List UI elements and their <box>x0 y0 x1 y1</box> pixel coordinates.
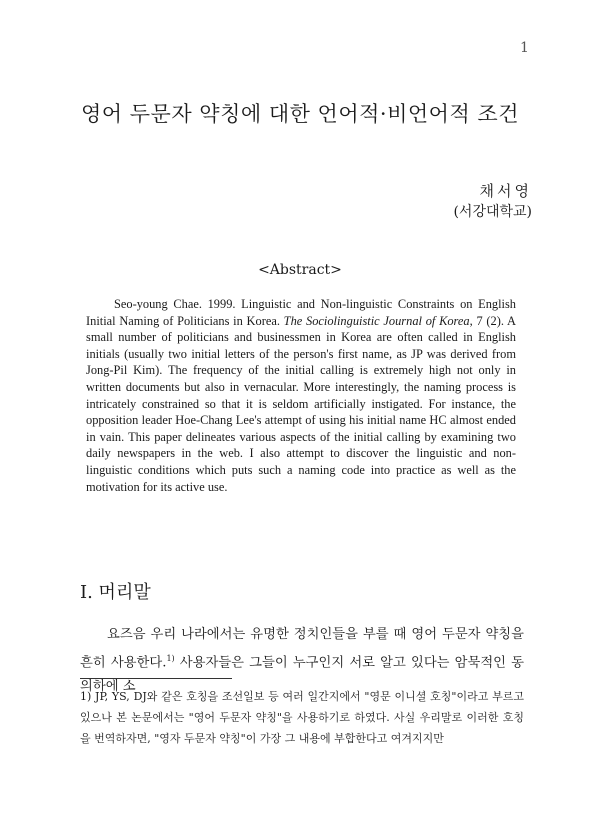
page-mark: 1 <box>520 40 529 56</box>
body-text-before-note: 요즈음 우리 나라에서는 유명한 정치인들을 부를 때 영어 두문자 약칭을 흔히 사용한다. <box>80 627 524 671</box>
author-name: 채서영 <box>479 182 532 200</box>
abstract-text: A small number of politicians and businessmen in Korea are often called in English initials (usually two initial letters of the person's first name, as JP was derived from Jong-Pil Kim). The frequency of the initial calling is extremely high not only in written documents but also in vernacular. More interestingly, the naming process is intricately constrained so that it is seldom artificially instigated. For instance, the opposition leader Hoe-Chang Lee's attempt of using his initial name HC almost ended in vain. This paper delineates various aspects of the initial calling by examining two daily newspapers in the web. I also attempt to discover the linguistic and non-linguistic conditions which puts such a naming code into practice as well as the motivation for its active use. <box>86 313 516 494</box>
author-affiliation: (서강대학교) <box>453 204 532 220</box>
body-text-after-note: 사용자들은 그들이 누구인지 서로 알고 있다는 암묵적인 동의하에 소 <box>80 655 524 695</box>
footnote-divider <box>80 678 232 679</box>
footnote: 1) JP, YS, DJ와 같은 호칭을 조선일보 등 여러 일간지에서 "영문 이니셜 호칭"이라고 부르고 있으나 본 논문에서는 "영어 두문자 약칭"을 사용하기로 하였다. 사실 우리말로 이러한 호칭을 번역하자면, "영자 두문자 약칭"이 가장 그 내용에 부합한다고 여겨지지만 <box>80 690 524 745</box>
footnote-reference: 1) <box>166 654 175 663</box>
abstract-citation-lead: Seo-young Chae. 1999. Linguistic and Non-linguistic Constraints on English Initial Naming of Politicians in Korea. <box>86 297 516 328</box>
paper-title: 영어 두문자 약칭에 대한 언어적·비언어적 조건 <box>81 102 519 126</box>
section-heading: I. 머리말 <box>80 582 151 603</box>
abstract-body <box>86 296 516 495</box>
abstract-citation-tail: , 7 (2). <box>469 313 508 328</box>
abstract-heading: <Abstract> <box>258 262 342 278</box>
abstract-journal: The Sociolinguistic Journal of Korea <box>283 313 470 328</box>
